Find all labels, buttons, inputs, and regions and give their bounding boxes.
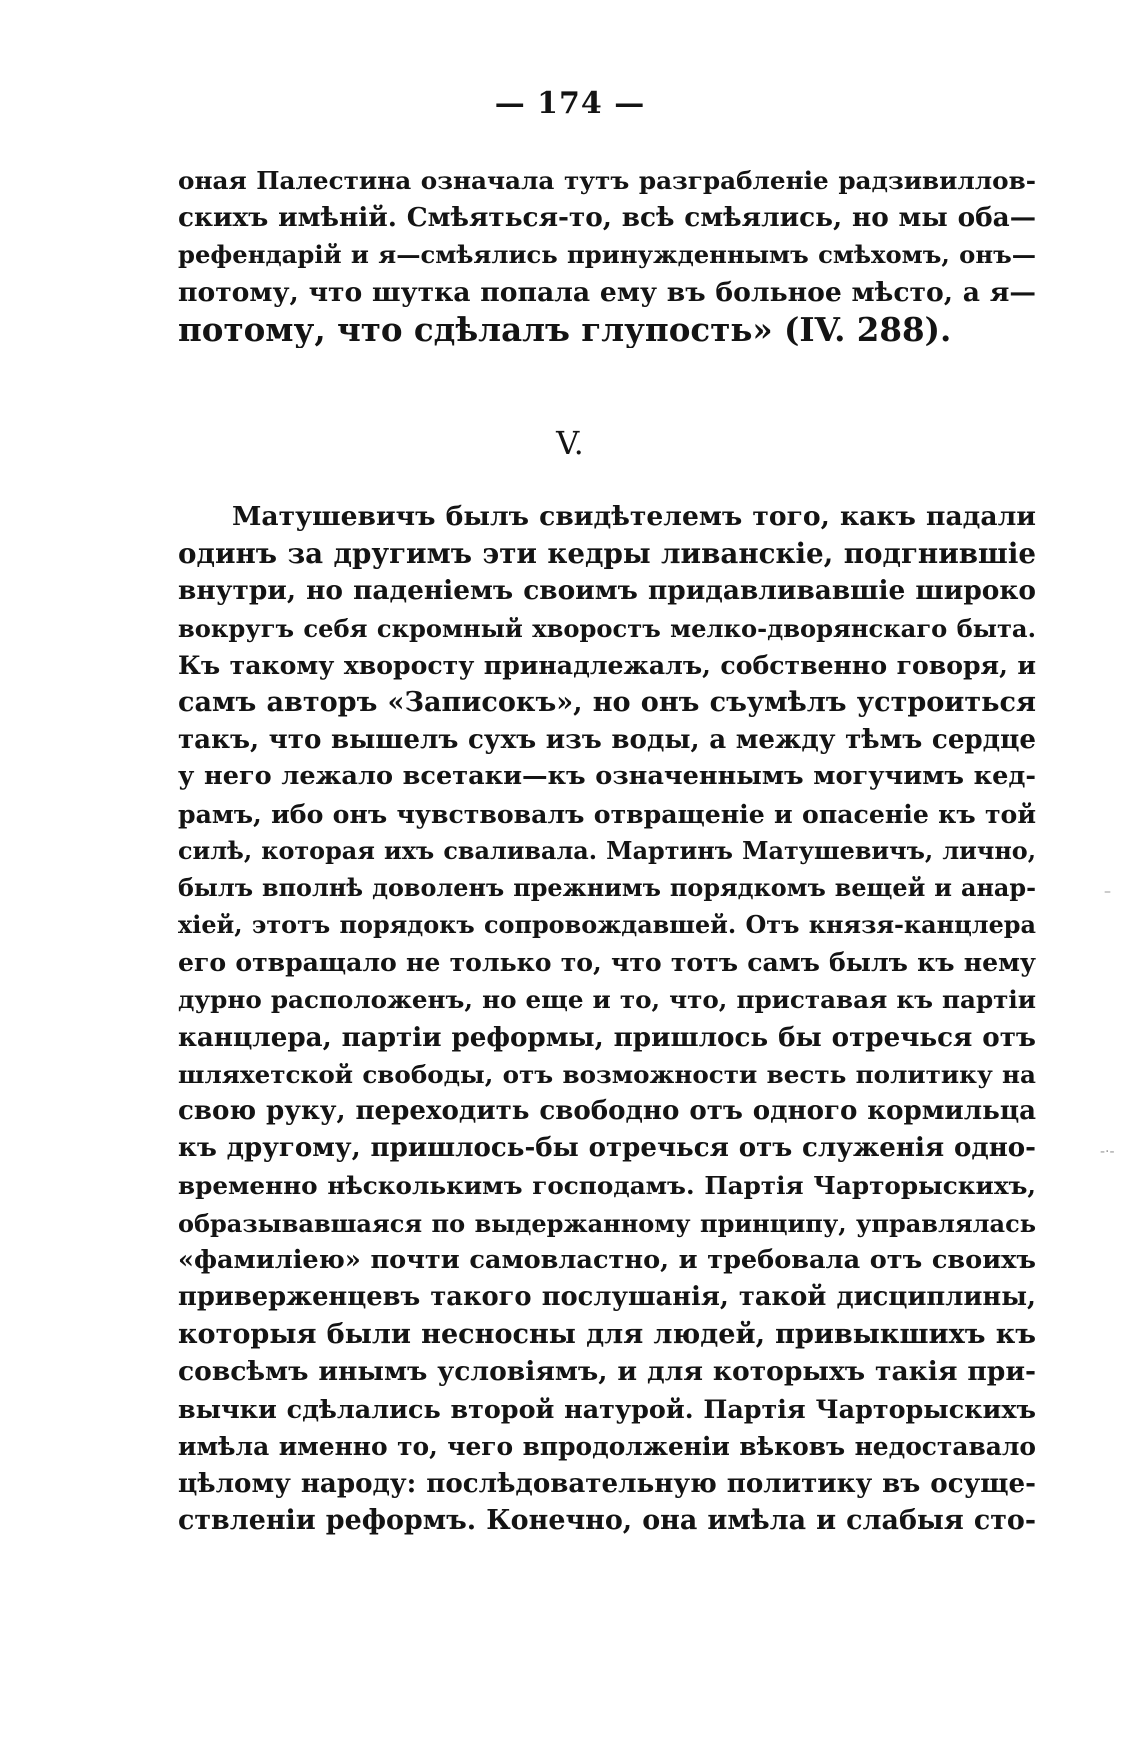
text-line: оная Палестина означала тутъ разграбленіе радзивиллов-: [178, 166, 1036, 195]
text-line: дурно расположенъ, но еще и то, что, приставая къ партіи: [178, 985, 1036, 1015]
text-line: силѣ, которая ихъ сваливала. Мартинъ Матушевичъ, лично,: [178, 836, 1036, 865]
text-line: его отвращало не только то, что тотъ самъ былъ къ нему: [178, 947, 1036, 978]
text-line: рамъ, ибо онъ чувствовалъ отвращеніе и опасеніе къ той: [178, 798, 1036, 829]
text-line: внутри, но паденіемъ своимъ придавливавшіе широко: [178, 575, 1036, 607]
text-line: цѣлому народу: послѣдовательную политику въ осуще-: [178, 1467, 1036, 1499]
text-line: былъ вполнѣ доволенъ прежнимъ порядкомъ вещей и анар-: [178, 873, 1036, 902]
text-line: Матушевичъ былъ свидѣтелемъ того, какъ падали: [232, 501, 1036, 532]
paragraph-continuation: [178, 162, 1036, 348]
text-line: одинъ за другимъ эти кедры ливанскіе, подгнившіе: [178, 537, 1036, 571]
text-line: шляхетской свободы, отъ возможности весть политику на: [178, 1059, 1036, 1089]
text-line: къ другому, пришлось-бы отречься отъ служенія одно-: [178, 1133, 1036, 1164]
text-line: потому, что шутка попала ему въ больное мѣсто, а я—: [178, 276, 1036, 308]
text-line: скихъ имѣній. Смѣяться-то, всѣ смѣялись, но мы оба—: [178, 202, 1036, 234]
text-line: Къ такому хворосту принадлежалъ, собственно говоря, и: [178, 649, 1036, 680]
page-number: — 174 —: [494, 86, 646, 121]
text-line: самъ авторъ «Записокъ», но онъ съумѣлъ устроиться: [178, 686, 1036, 718]
margin-dash-mark: -·-: [1100, 1144, 1115, 1160]
text-line: которыя были несносны для людей, привыкшихъ къ: [178, 1319, 1036, 1351]
text-line: вычки сдѣлались второй натурой. Партія Чарторыскихъ: [178, 1393, 1036, 1424]
text-line: «фамиліею» почти самовластно, и требовала отъ своихъ: [178, 1244, 1036, 1275]
text-line: временно нѣсколькимъ господамъ. Партія Чарторыскихъ,: [178, 1171, 1036, 1201]
text-line: хіей, этотъ порядокъ сопровождавшей. Отъ князя-канцлера: [178, 911, 1036, 940]
text-line: совсѣмъ инымъ условіямъ, и для которыхъ такія при-: [178, 1356, 1036, 1388]
text-line: имѣла именно то, чего впродолженіи вѣковъ недоставало: [178, 1431, 1036, 1461]
text-line: ствленіи реформъ. Конечно, она имѣла и слабыя сто-: [178, 1505, 1036, 1537]
text-line: свою руку, переходить свободно отъ одного кормильца: [178, 1096, 1036, 1126]
section-heading: V.: [556, 424, 584, 462]
paragraph-main: [178, 498, 1036, 1539]
margin-dash-mark: –: [1104, 884, 1111, 900]
text-line: потому, что сдѣлалъ глупость» (IV. 288).: [178, 310, 952, 348]
text-line: у него лежало всетаки—къ означеннымъ могучимъ кед-: [178, 761, 1036, 792]
text-line: образывавшаяся по выдержанному принципу, управлялась: [178, 1208, 1036, 1238]
text-line: вокругъ себя скромный хворостъ мелко-дворянскаго быта.: [178, 613, 1036, 643]
text-line: канцлера, партіи реформы, пришлось бы отречься отъ: [178, 1021, 1036, 1053]
text-line: приверженцевъ такого послушанія, такой дисциплины,: [178, 1281, 1036, 1312]
text-line: рефендарій и я—смѣялись принужденнымъ смѣхомъ, онъ—: [178, 240, 1036, 270]
text-line: такъ, что вышелъ сухъ изъ воды, а между тѣмъ сердце: [178, 724, 1036, 756]
